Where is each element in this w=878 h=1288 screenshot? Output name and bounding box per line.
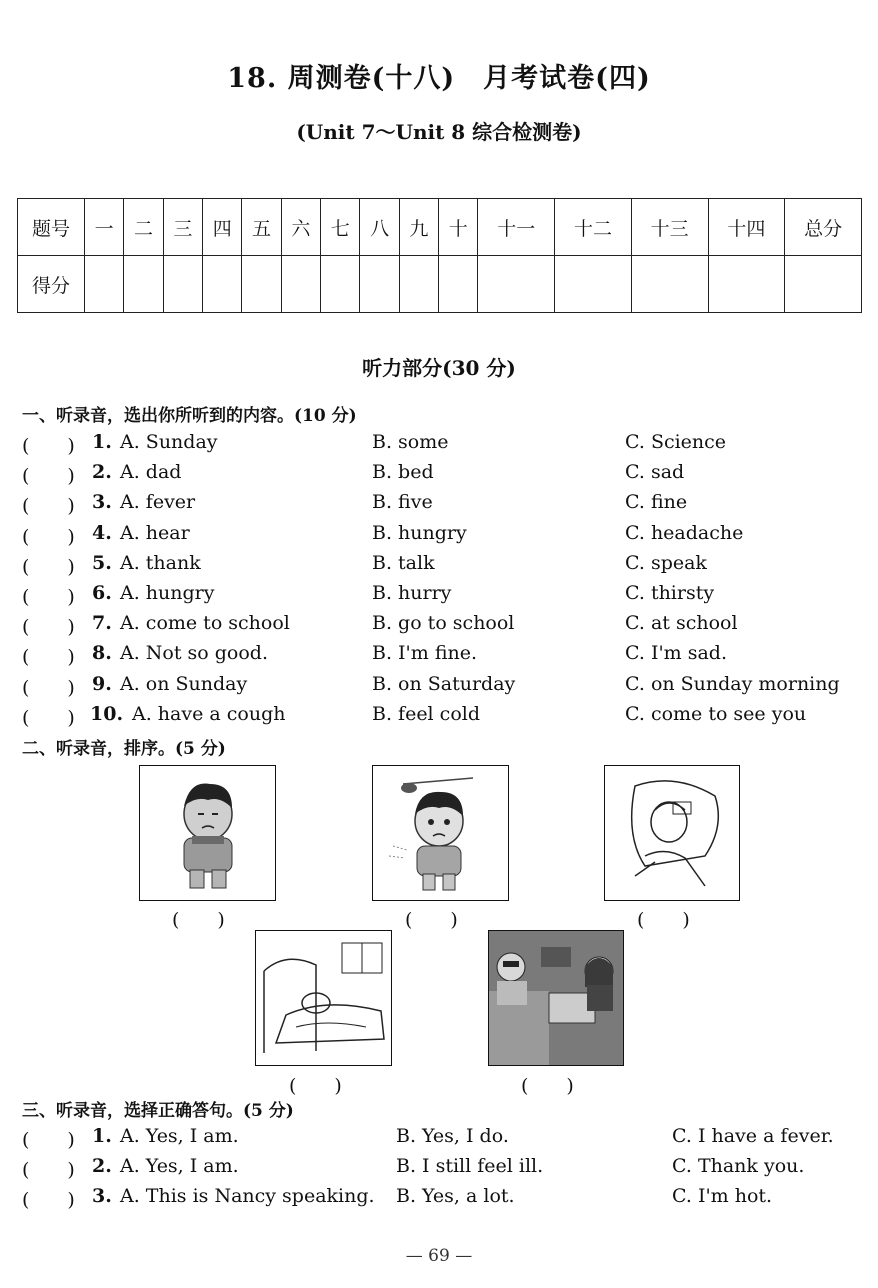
answer-paren[interactable]: ( ) <box>22 676 75 699</box>
score-cell[interactable] <box>242 256 281 313</box>
answer-paren[interactable]: ( ) <box>22 435 75 457</box>
score-header-cell: 十 <box>439 199 478 256</box>
option-a: A. have a cough <box>132 702 286 725</box>
option-c: C. I'm hot. <box>672 1185 773 1207</box>
question-number: 2. <box>92 1155 112 1177</box>
option-b: B. Yes, I do. <box>396 1125 509 1147</box>
picture-sick-in-bed <box>604 765 740 901</box>
score-value-row <box>18 256 862 313</box>
answer-paren[interactable]: ( ) <box>22 586 75 608</box>
question-number: 1. <box>92 431 112 453</box>
option-a: A. on Sunday <box>120 672 248 695</box>
score-cell[interactable] <box>321 256 360 313</box>
option-b: B. Yes, a lot. <box>396 1185 515 1207</box>
score-header-cell: 三 <box>163 199 202 256</box>
order-bracket-5[interactable]: ( ) <box>521 1075 574 1097</box>
option-a: A. fever <box>120 491 196 514</box>
answer-paren[interactable]: ( ) <box>22 525 75 548</box>
option-b: B. I'm fine. <box>372 642 478 665</box>
score-cell[interactable] <box>439 256 478 313</box>
score-header-cell: 十三 <box>631 199 708 256</box>
option-a: A. This is Nancy speaking. <box>120 1185 375 1207</box>
option-b: B. bed <box>372 461 434 484</box>
score-cell[interactable] <box>785 256 862 313</box>
picture-boy-cold <box>139 765 276 901</box>
score-cell[interactable] <box>631 256 708 313</box>
option-b: B. five <box>372 491 433 514</box>
option-a: A. thank <box>120 551 201 574</box>
score-header-cell: 十四 <box>708 199 785 256</box>
question-number: 9. <box>92 672 112 695</box>
answer-paren[interactable]: ( ) <box>22 706 75 729</box>
answer-paren[interactable]: ( ) <box>22 1189 75 1211</box>
score-header-row <box>18 199 862 256</box>
score-cell[interactable] <box>399 256 438 313</box>
picture-phone-call <box>488 930 624 1066</box>
option-b: B. hurry <box>372 582 452 604</box>
answer-paren[interactable]: ( ) <box>22 465 75 488</box>
picture-sleeping-in-bed <box>255 930 392 1066</box>
question-number: 8. <box>92 642 112 665</box>
option-a: A. Yes, I am. <box>120 1125 239 1147</box>
question-number: 1. <box>92 1125 112 1147</box>
option-c: C. on Sunday morning <box>625 672 840 695</box>
score-header-cell: 七 <box>321 199 360 256</box>
order-bracket-3[interactable]: ( ) <box>637 909 690 931</box>
section-title: 听力部分(30 分) <box>362 356 516 380</box>
part3-heading: 三、听录音，选择正确答句。(5 分) <box>22 1101 294 1121</box>
score-cell[interactable] <box>85 256 124 313</box>
option-c: C. headache <box>625 521 744 544</box>
answer-paren[interactable]: ( ) <box>22 616 75 639</box>
option-c: C. come to see you <box>625 702 807 725</box>
option-c: C. I have a fever. <box>672 1125 834 1147</box>
page-number: — 69 — <box>405 1246 473 1266</box>
option-b: B. on Saturday <box>372 672 516 695</box>
page-title: 18. 周测卷(十八) 月考试卷(四) <box>227 63 651 94</box>
score-table <box>17 198 862 313</box>
score-header-cell: 五 <box>242 199 281 256</box>
answer-paren[interactable]: ( ) <box>22 495 75 518</box>
score-cell[interactable] <box>124 256 163 313</box>
question-number: 10. <box>90 702 124 725</box>
answer-paren[interactable]: ( ) <box>22 1159 75 1181</box>
score-header-label: 题号 <box>18 199 85 256</box>
option-b: B. hungry <box>372 521 467 544</box>
option-a: A. hear <box>120 521 190 544</box>
score-cell[interactable] <box>478 256 555 313</box>
score-cell[interactable] <box>708 256 785 313</box>
option-c: C. speak <box>625 551 707 574</box>
page-subtitle: (Unit 7～Unit 8 综合检测卷) <box>296 120 582 144</box>
score-row-label: 得分 <box>18 256 85 313</box>
option-c: C. at school <box>625 612 738 635</box>
score-header-cell: 六 <box>281 199 320 256</box>
option-a: A. Yes, I am. <box>120 1155 239 1177</box>
answer-paren[interactable]: ( ) <box>22 1129 75 1151</box>
answer-paren[interactable]: ( ) <box>22 646 75 669</box>
question-number: 2. <box>92 461 112 484</box>
score-header-cell: 二 <box>124 199 163 256</box>
score-cell[interactable] <box>163 256 202 313</box>
option-b: B. feel cold <box>372 702 480 725</box>
option-b: B. talk <box>372 551 435 574</box>
option-a: A. dad <box>120 461 182 484</box>
option-c: C. fine <box>625 491 688 514</box>
option-c: C. thirsty <box>625 582 715 604</box>
score-header-cell: 八 <box>360 199 399 256</box>
score-header-cell: 四 <box>203 199 242 256</box>
option-b: B. some <box>372 431 449 453</box>
score-cell[interactable] <box>360 256 399 313</box>
option-c: C. Thank you. <box>672 1155 805 1177</box>
picture-boy-headache <box>372 765 509 901</box>
option-a: A. Sunday <box>120 431 218 453</box>
score-cell[interactable] <box>555 256 632 313</box>
question-number: 3. <box>92 491 112 514</box>
question-number: 7. <box>92 612 112 635</box>
option-c: C. Science <box>625 431 727 453</box>
part1-heading: 一、听录音，选出你所听到的内容。(10 分) <box>22 406 357 426</box>
option-a: A. come to school <box>120 612 290 635</box>
score-header-cell: 九 <box>399 199 438 256</box>
score-header-cell: 十一 <box>478 199 555 256</box>
option-b: B. I still feel ill. <box>396 1155 544 1177</box>
question-number: 4. <box>92 521 112 544</box>
answer-paren[interactable]: ( ) <box>22 555 75 578</box>
score-header-cell: 十二 <box>555 199 632 256</box>
score-cell[interactable] <box>281 256 320 313</box>
option-b: B. go to school <box>372 612 515 635</box>
order-bracket-2[interactable]: ( ) <box>405 909 458 931</box>
question-number: 3. <box>92 1185 112 1207</box>
score-cell[interactable] <box>203 256 242 313</box>
order-bracket-1[interactable]: ( ) <box>172 909 225 931</box>
option-c: C. I'm sad. <box>625 642 728 665</box>
question-number: 5. <box>92 551 112 574</box>
option-c: C. sad <box>625 461 685 484</box>
score-header-cell: 一 <box>85 199 124 256</box>
option-a: A. Not so good. <box>120 642 269 665</box>
order-bracket-4[interactable]: ( ) <box>289 1075 342 1097</box>
score-header-cell: 总分 <box>785 199 862 256</box>
question-number: 6. <box>92 582 112 604</box>
option-a: A. hungry <box>120 582 215 604</box>
part2-heading: 二、听录音，排序。(5 分) <box>22 739 226 759</box>
